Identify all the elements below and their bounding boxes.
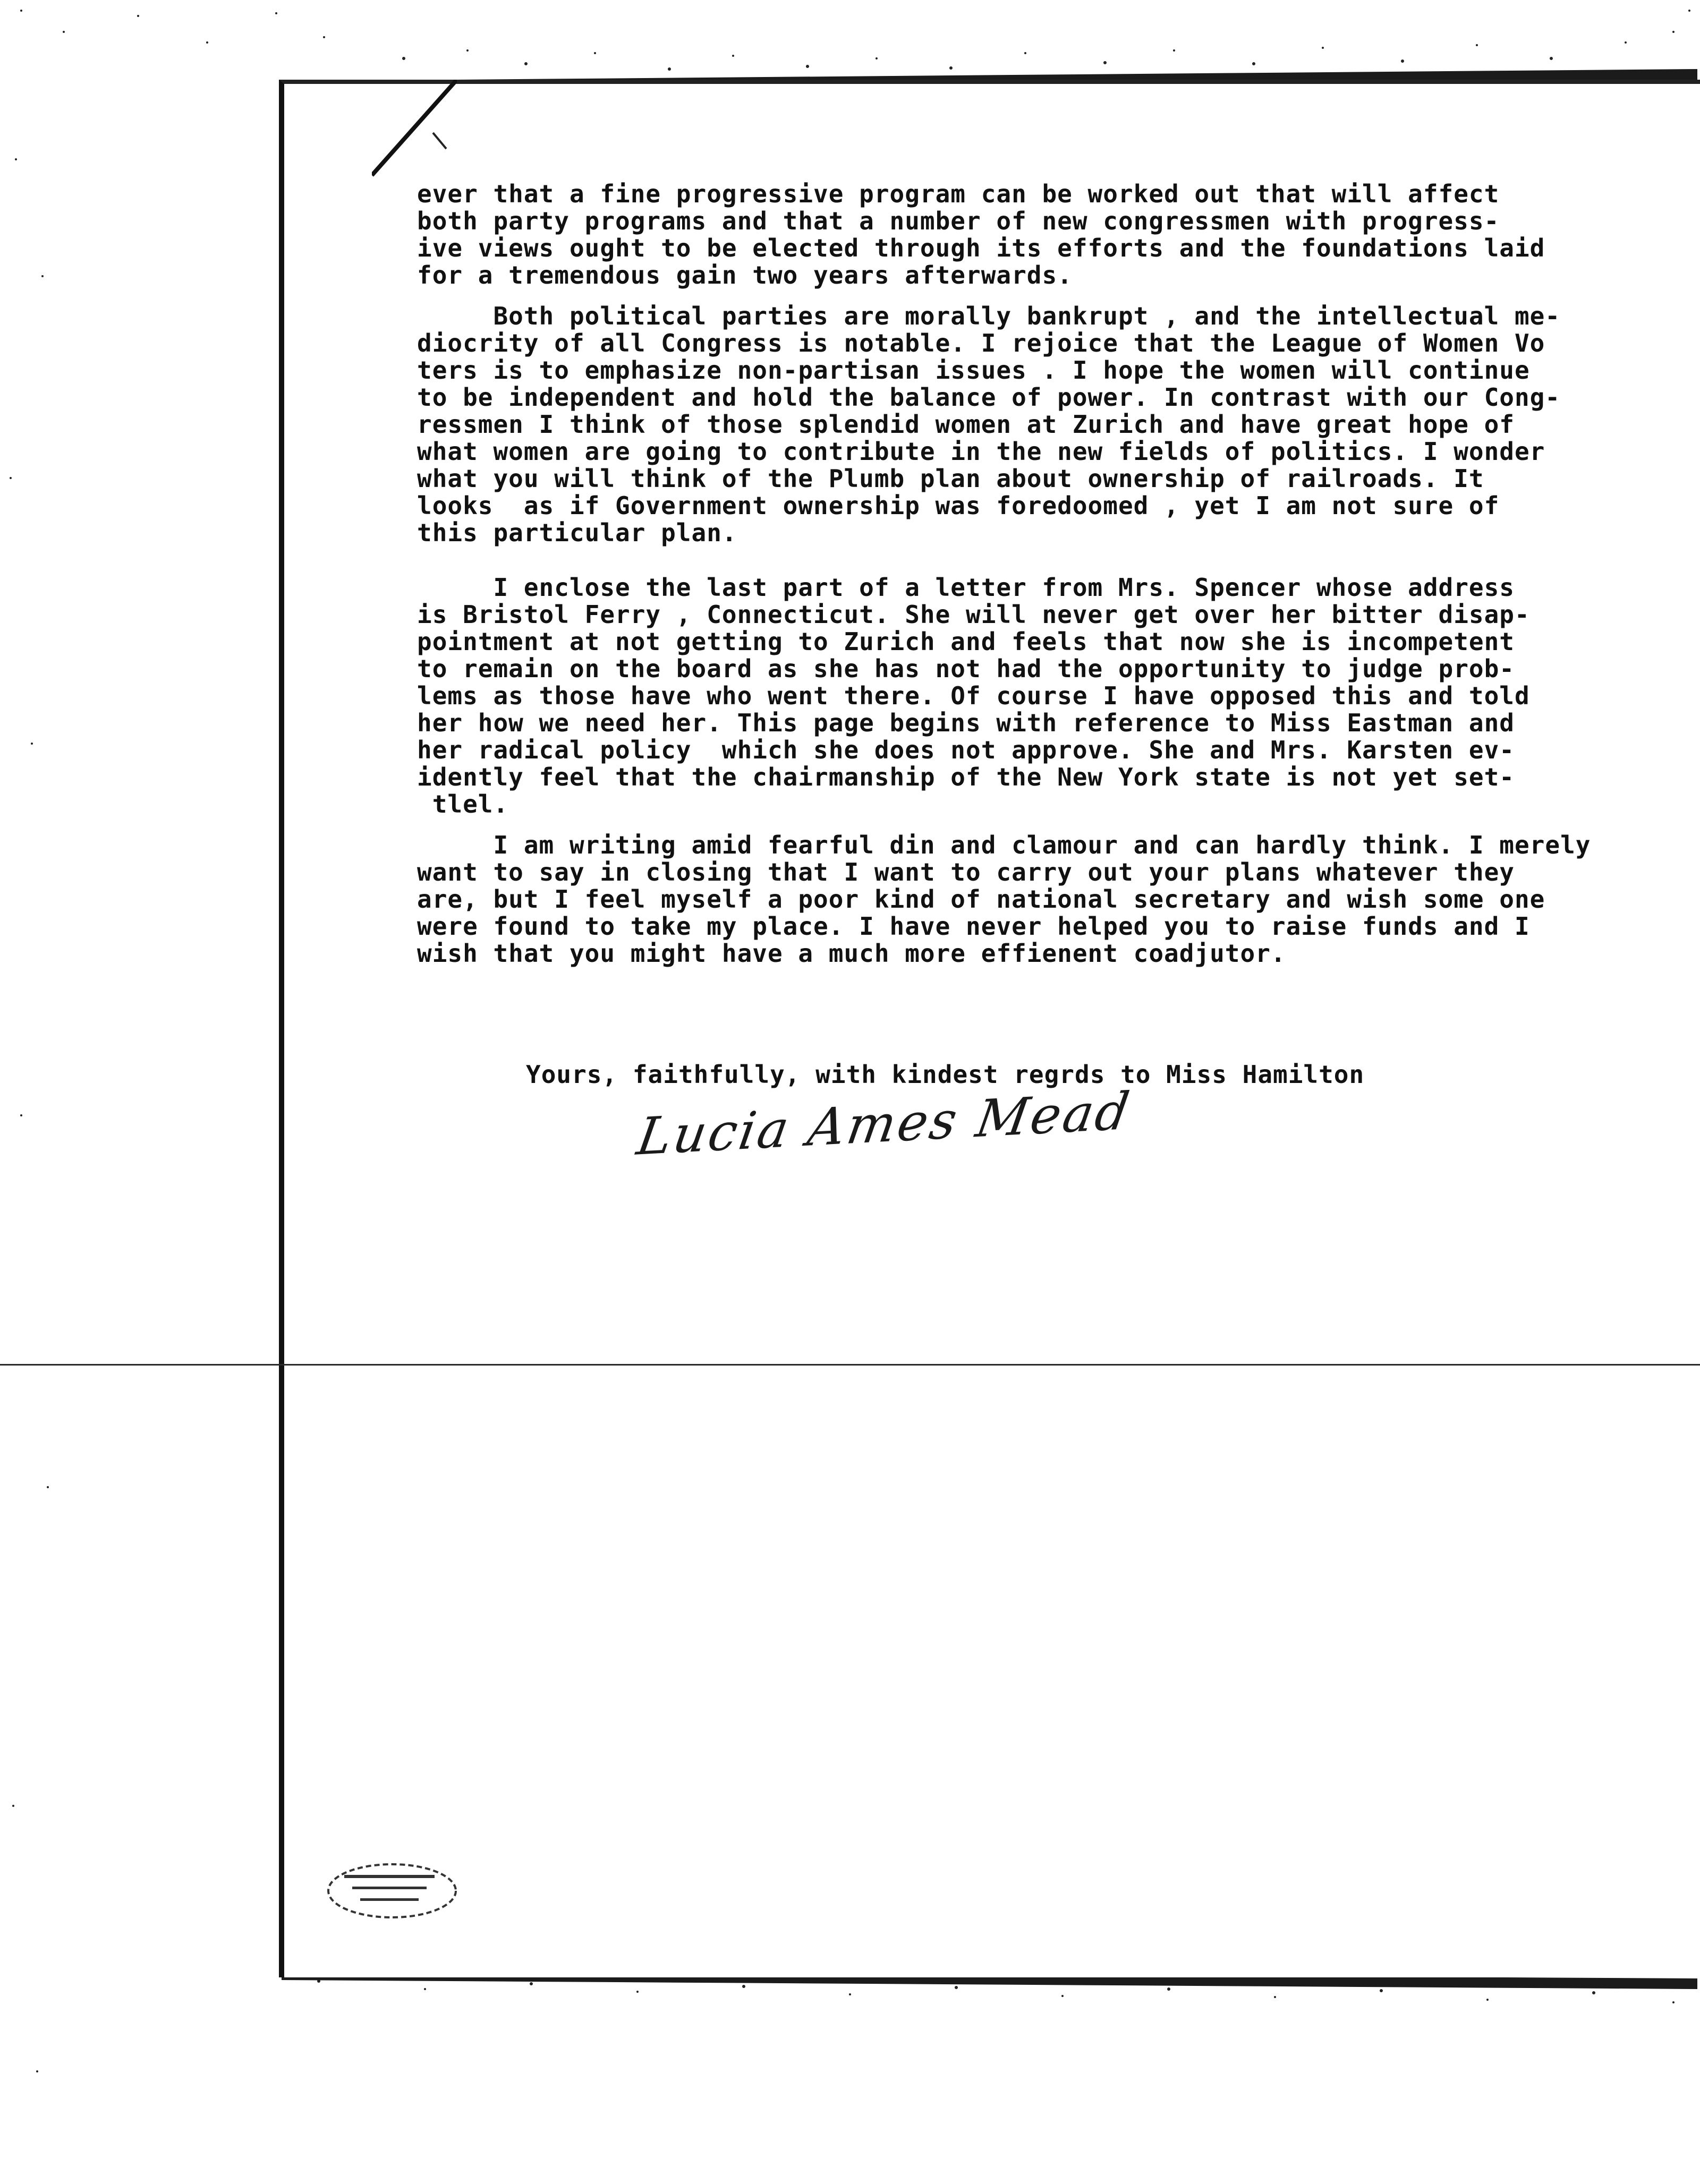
text-line: both party programs and that a number of new congressmen with progress- [417,207,1500,235]
text-line: tlel. [417,790,509,818]
letter-body [417,181,1692,995]
text-line: pointment at not getting to Zurich and feels that now she is incompetent [417,627,1515,656]
text-line: her radical policy which she does not approve. She and Mrs. Karsten ev- [417,736,1515,764]
text-line: I enclose the last part of a letter from Mrs. Spencer whose address [417,573,1515,602]
archive-stamp [323,1859,461,1923]
text-line: ever that a fine progressive program can be worked out that will affect [417,180,1500,208]
text-line: I am writing amid fearful din and clamour and can hardly think. I merely [417,831,1591,859]
text-line: what you will think of the Plumb plan about ownership of railroads. It [417,464,1484,493]
text-line: wish that you might have a much more effienent coadjutor. [417,939,1286,968]
paragraph-2 [417,303,1692,547]
paragraph-1 [417,181,1692,289]
text-line: is Bristol Ferry , Connecticut. She will never get over her bitter disap- [417,600,1530,629]
text-line: this particular plan. [417,518,737,547]
text-line: for a tremendous gain two years afterwards. [417,261,1073,289]
text-line: to remain on the board as she has not had the opportunity to judge prob- [417,654,1515,683]
letter-closing: Yours, faithfully, with kindest regrds to Miss Hamilton [526,1060,1365,1089]
text-line: diocrity of all Congress is notable. I rejoice that the League of Women Vo [417,329,1545,357]
folded-corner-mark [372,80,457,186]
text-line: ressmen I think of those splendid women at Zurich and have great hope of [417,410,1515,439]
text-line: to be independent and hold the balance of power. In contrast with our Cong- [417,383,1561,412]
text-line: were found to take my place. I have never helped you to raise funds and I [417,912,1530,941]
text-line: Both political parties are morally bankrupt , and the intellectual me- [417,302,1561,330]
text-line: her how we need her. This page begins with reference to Miss Eastman and [417,709,1515,737]
text-line: looks as if Government ownership was foredoomed , yet I am not sure of [417,491,1500,520]
page-fold-line [0,1364,1700,1366]
text-line: what women are going to contribute in the new fields of politics. I wonder [417,437,1545,466]
text-line: ters is to emphasize non-partisan issues . I hope the women will continue [417,356,1530,385]
text-line: idently feel that the chairmanship of the New York state is not yet set- [417,763,1515,791]
text-line: lems as those have who went there. Of course I have opposed this and told [417,681,1530,710]
handwritten-signature: Lucia Ames Mead [633,1081,1135,1167]
text-line: ive views ought to be elected through its efforts and the foundations laid [417,234,1545,262]
text-line: are, but I feel myself a poor kind of national secretary and wish some one [417,885,1545,914]
text-line: want to say in closing that I want to carry out your plans whatever they [417,858,1515,886]
paragraph-3 [417,574,1692,818]
paragraph-4 [417,832,1692,967]
